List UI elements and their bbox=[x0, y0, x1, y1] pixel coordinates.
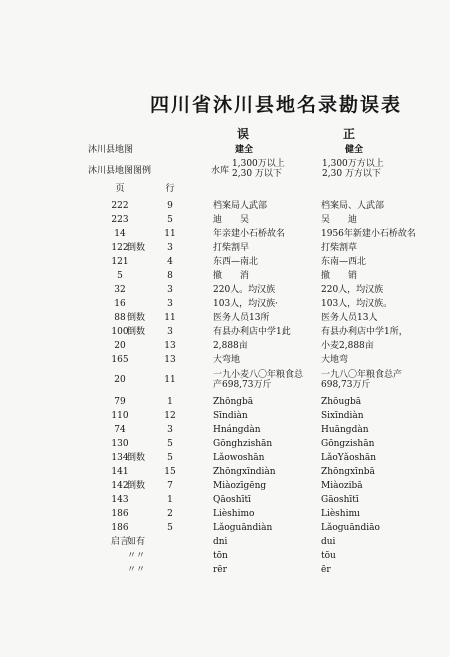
row-line: 1 bbox=[167, 495, 173, 505]
row-page: 20 bbox=[114, 375, 126, 385]
row-line: 2 bbox=[167, 509, 173, 519]
row-page: 88 bbox=[114, 313, 126, 323]
row-extra: 〃〃 bbox=[127, 551, 146, 561]
row-right: Lǎoguāndiāo bbox=[321, 523, 380, 533]
top-row-wrong-prefix: 水库 bbox=[211, 166, 230, 176]
row-page: 110 bbox=[111, 411, 129, 421]
row-wrong-line: 产698,73万斤 bbox=[213, 380, 272, 390]
row-line: 11 bbox=[164, 313, 176, 323]
row-right: 档案局、人武部 bbox=[321, 201, 385, 211]
row-right: Miàozibā bbox=[321, 481, 363, 491]
row-page: 141 bbox=[111, 467, 129, 477]
top-row-right: 健全 bbox=[345, 145, 364, 155]
page-title: 四川省沐川县地名录勘误表 bbox=[150, 94, 403, 116]
row-wrong: Gōnghzishān bbox=[213, 439, 273, 449]
row-right: LǎoYǎoshān bbox=[321, 453, 377, 463]
row-line: 13 bbox=[164, 355, 176, 365]
row-page: 79 bbox=[114, 397, 126, 407]
row-line: 12 bbox=[164, 411, 176, 421]
top-row-right-line: 1,300万方以上 bbox=[322, 159, 384, 169]
row-right: 撤 销 bbox=[321, 271, 358, 281]
row-right-line: 698,73万斤 bbox=[321, 380, 371, 390]
col-header-page: 页 bbox=[115, 184, 125, 194]
row-line: 3 bbox=[167, 299, 173, 309]
row-line: 3 bbox=[167, 285, 173, 295]
row-line: 11 bbox=[164, 375, 176, 385]
top-row-wrong: 建全 bbox=[235, 145, 254, 155]
row-right: dui bbox=[321, 537, 336, 547]
row-right: 东南—西北 bbox=[321, 257, 367, 267]
row-right-line: 一九八〇年粮食总产 bbox=[321, 370, 403, 380]
row-page: 186 bbox=[111, 509, 129, 519]
row-line: 8 bbox=[167, 271, 173, 281]
row-right: Huāngdàn bbox=[321, 425, 369, 435]
row-wrong: Qāoshītī bbox=[213, 495, 251, 505]
row-page: 223 bbox=[111, 215, 129, 225]
row-wrong: 有县办利店中学1此 bbox=[213, 327, 291, 337]
row-line: 3 bbox=[167, 425, 173, 435]
row-line: 9 bbox=[167, 201, 173, 211]
row-page: 186 bbox=[111, 523, 129, 533]
row-extra: 倒数 bbox=[127, 453, 146, 463]
row-wrong: Zhōngxīndiàn bbox=[213, 467, 276, 477]
row-page: 启言 bbox=[110, 537, 129, 547]
row-line: 15 bbox=[164, 467, 176, 477]
row-right: Zhōngxīnbā bbox=[321, 467, 375, 477]
row-line: 13 bbox=[164, 341, 176, 351]
row-page: 16 bbox=[114, 299, 126, 309]
row-wrong: 103人，均汉族· bbox=[213, 299, 279, 309]
row-line: 5 bbox=[167, 523, 173, 533]
row-wrong: 大弯地 bbox=[213, 355, 241, 365]
top-row-right-line: 2,30 万方以下 bbox=[322, 169, 381, 179]
row-wrong: 档案局人武部 bbox=[213, 201, 268, 211]
row-wrong: Hnángdàn bbox=[213, 425, 261, 435]
row-right: 打柴割草 bbox=[321, 243, 358, 253]
row-wrong: Sīndiàn bbox=[213, 411, 248, 421]
row-page: 5 bbox=[117, 271, 123, 281]
row-wrong: 医务人员13所 bbox=[213, 313, 270, 323]
top-row-label: 沐川县地图 bbox=[88, 145, 134, 155]
row-wrong-line: 一九小麦八〇年粮食总 bbox=[213, 370, 304, 380]
top-row-wrong-line: 1,300万以上 bbox=[232, 159, 285, 169]
row-wrong: 打柴割早 bbox=[213, 243, 250, 253]
row-wrong: 220人。均汉族 bbox=[213, 285, 276, 295]
row-extra: 倒数 bbox=[127, 243, 146, 253]
row-wrong: tōn bbox=[213, 551, 228, 561]
row-right: Gāoshītī bbox=[321, 495, 359, 505]
row-line: 3 bbox=[167, 327, 173, 337]
row-extra: 倒数 bbox=[127, 313, 146, 323]
row-line: 5 bbox=[167, 439, 173, 449]
top-row-wrong-line: 2,30 万以下 bbox=[232, 169, 282, 179]
row-right: tōu bbox=[321, 551, 336, 561]
row-right: Zhōugbā bbox=[321, 397, 362, 407]
row-page: 32 bbox=[114, 285, 126, 295]
header-right: 正 bbox=[343, 127, 356, 141]
row-right: 吴 迪 bbox=[321, 215, 358, 225]
row-right: 大地弯 bbox=[321, 355, 349, 365]
row-extra: 如有 bbox=[127, 537, 146, 547]
row-wrong: Lǎoguāndiàn bbox=[213, 523, 273, 533]
row-page: 20 bbox=[114, 341, 126, 351]
row-line: 3 bbox=[167, 243, 173, 253]
row-right: ēr bbox=[321, 565, 331, 575]
row-page: 130 bbox=[111, 439, 129, 449]
row-wrong: 年亲建小石桥故名 bbox=[213, 229, 286, 239]
top-row-label: 沐川县地图图例 bbox=[88, 166, 152, 176]
row-page: 74 bbox=[114, 425, 126, 435]
row-line: 5 bbox=[167, 453, 173, 463]
row-wrong: Zhōngbā bbox=[213, 397, 254, 407]
header-wrong: 误 bbox=[237, 127, 250, 141]
row-right: Gōngzishān bbox=[321, 439, 375, 449]
row-line: 4 bbox=[167, 257, 173, 267]
row-wrong: rēr bbox=[213, 565, 227, 575]
row-extra: 〃〃 bbox=[127, 565, 146, 575]
row-page: 222 bbox=[111, 201, 129, 211]
row-right: 1956年新建小石桥故名 bbox=[321, 229, 416, 239]
row-right: Lièshimı bbox=[321, 509, 360, 519]
row-right: 103人，均汉族。 bbox=[321, 299, 393, 309]
row-extra: 倒数 bbox=[127, 481, 146, 491]
row-wrong: Lièshimo bbox=[213, 509, 255, 519]
row-line: 1 bbox=[167, 397, 173, 407]
row-page: 122 bbox=[111, 243, 129, 253]
row-wrong: 2,888亩 bbox=[213, 341, 248, 351]
row-line: 5 bbox=[167, 215, 173, 225]
row-right: Sixīndiàn bbox=[321, 411, 364, 421]
row-right: 220人，均汉族 bbox=[321, 285, 384, 295]
row-wrong: Miàozīgēng bbox=[213, 481, 267, 491]
row-wrong: dni bbox=[213, 537, 228, 547]
row-right: 小麦2,888亩 bbox=[321, 341, 374, 351]
row-wrong: 迪 吴 bbox=[213, 215, 250, 225]
row-right: 有县办利店中学1所， bbox=[321, 327, 408, 337]
row-line: 11 bbox=[164, 229, 176, 239]
row-page: 134 bbox=[111, 453, 129, 463]
row-page: 165 bbox=[111, 355, 129, 365]
row-line: 7 bbox=[167, 481, 173, 491]
row-wrong: 东西—南北 bbox=[213, 257, 259, 267]
row-page: 14 bbox=[114, 229, 126, 239]
row-page: 121 bbox=[111, 257, 129, 267]
row-page: 100 bbox=[111, 327, 129, 337]
row-page: 142 bbox=[111, 481, 129, 491]
col-header-line: 行 bbox=[165, 184, 175, 194]
row-wrong: Lǎowoshān bbox=[213, 453, 265, 463]
row-page: 143 bbox=[111, 495, 129, 505]
row-wrong: 撤 消 bbox=[213, 271, 250, 281]
row-right: 医务人员13人 bbox=[321, 313, 378, 323]
row-extra: 倒数 bbox=[127, 327, 146, 337]
